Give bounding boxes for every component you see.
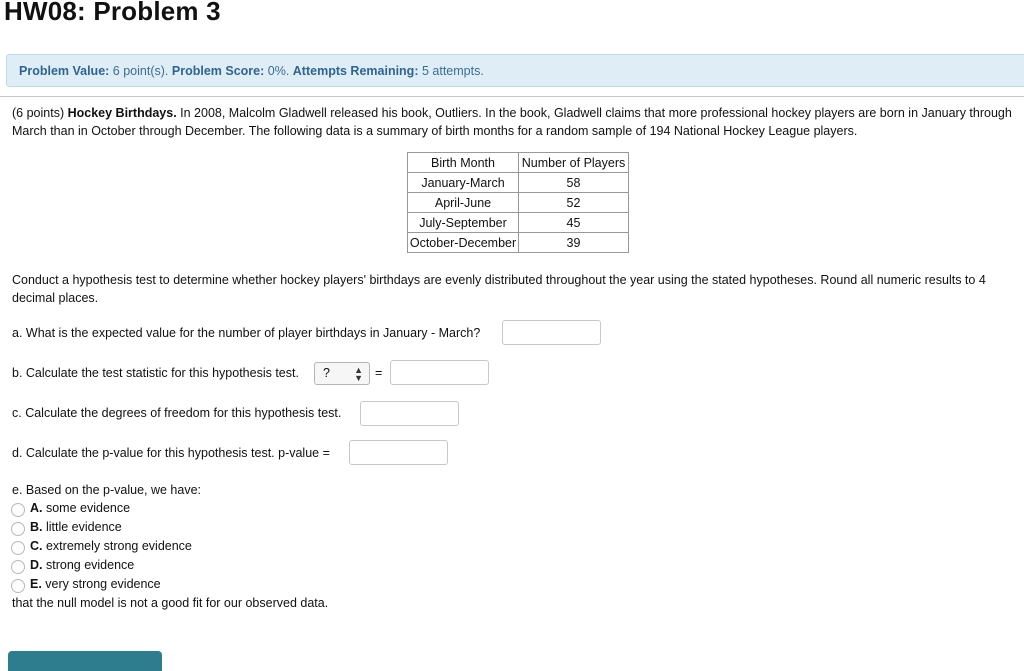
table-cell: July-September [408, 213, 519, 233]
option-a-text: some evidence [45, 501, 131, 515]
table-cell: January-March [408, 173, 519, 193]
radio-a[interactable] [11, 503, 25, 517]
table-header-cell: Birth Month [408, 153, 519, 173]
radio-e[interactable] [11, 579, 25, 593]
table-cell: October-December [408, 233, 519, 253]
question-e-tail: that the null model is not a good fit for our observed data. [12, 596, 329, 610]
problem-intro [12, 104, 1012, 140]
option-a-letter: A. [30, 501, 43, 515]
option-d-letter: D. [30, 558, 43, 572]
option-e-letter: E. [30, 577, 42, 591]
problem-score-text: 0%. [267, 64, 290, 78]
problem-intro-text: In 2008, Malcolm Gladwell released his book, Outliers. In the book, Gladwell claims that more professional hockey players are born in January through March than in October through December. The following data is a summary of birth months for a random sample of 194 National Hockey League players. [12, 106, 1012, 138]
problem-score-label: Problem Score: [171, 64, 265, 78]
table-cell: April-June [408, 193, 519, 213]
option-d-text: strong evidence [45, 558, 135, 572]
table-row [408, 173, 629, 193]
option-c-text: extremely strong evidence [45, 539, 192, 553]
divider [0, 96, 1024, 97]
answer-d-input[interactable] [349, 440, 448, 465]
problem-value-label: Problem Value: [19, 64, 110, 78]
select-value: ? [323, 366, 330, 380]
birth-month-table [407, 152, 629, 253]
table-header-cell: Number of Players [519, 153, 629, 173]
submit-button[interactable] [8, 651, 162, 671]
table-row [408, 193, 629, 213]
question-e-text: e. Based on the p-value, we have: [12, 483, 202, 497]
table-cell: 39 [519, 233, 629, 253]
problem-heading: Hockey Birthdays. [67, 106, 177, 120]
answer-a-input[interactable] [502, 320, 601, 345]
option-b-text: little evidence [45, 520, 122, 534]
table-row [408, 233, 629, 253]
question-b-text: b. Calculate the test statistic for this hypothesis test. [12, 366, 299, 380]
table-cell: 58 [519, 173, 629, 193]
equals-sign: = [375, 366, 383, 380]
problem-instructions: Conduct a hypothesis test to determine whether hockey players' birthdays are evenly distributed throughout the year using the stated hypotheses. Round all numeric results to 4 decimal places. [12, 273, 986, 305]
table-row [408, 213, 629, 233]
question-c-text: c. Calculate the degrees of freedom for this hypothesis test. [12, 406, 342, 420]
option-b-letter: B. [30, 520, 43, 534]
answer-c-input[interactable] [360, 401, 459, 426]
table-header-row [408, 153, 629, 173]
option-c-letter: C. [30, 539, 43, 553]
page-title: HW08: Problem 3 [4, 0, 221, 26]
attempts-remaining-label: Attempts Remaining: [292, 64, 419, 78]
problem-points: (6 points) [12, 106, 65, 120]
radio-d[interactable] [11, 560, 25, 574]
problem-info-bar [6, 54, 1024, 87]
option-e-text: very strong evidence [45, 577, 161, 591]
question-d-text: d. Calculate the p-value for this hypothesis test. p-value = [12, 446, 330, 460]
attempts-remaining-text: 5 attempts. [421, 64, 484, 78]
test-statistic-select[interactable] [314, 362, 370, 385]
table-cell: 45 [519, 213, 629, 233]
up-down-arrows-icon: ▲ ▼ [354, 365, 363, 383]
radio-b[interactable] [11, 522, 25, 536]
radio-c[interactable] [11, 541, 25, 555]
problem-value-text: 6 point(s). [112, 64, 169, 78]
question-a-text: a. What is the expected value for the number of player birthdays in January - March? [12, 326, 481, 340]
table-cell: 52 [519, 193, 629, 213]
answer-b-input[interactable] [390, 360, 489, 385]
